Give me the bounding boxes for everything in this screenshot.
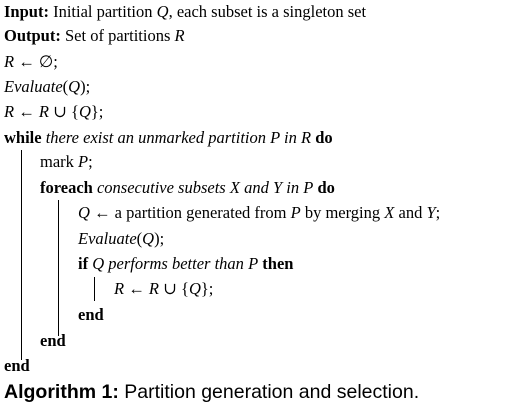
input-line <box>4 2 366 22</box>
output-line <box>4 26 185 46</box>
foreach-and: and <box>239 178 273 197</box>
assign-line <box>78 203 440 223</box>
union-line-1 <box>4 102 103 122</box>
input-label: Input: <box>4 2 49 21</box>
union1-close: }; <box>90 102 104 121</box>
init-line <box>4 52 58 72</box>
foreach-y: Y <box>272 178 283 197</box>
assign-end: ; <box>435 203 441 222</box>
foreach-in: in <box>282 178 304 197</box>
assign-y: Y <box>426 203 436 222</box>
foreach-p: P <box>303 178 314 197</box>
mark-var: P <box>78 152 89 171</box>
assign-and: and <box>394 203 427 222</box>
foreach-x: X <box>229 178 240 197</box>
if-body-bar <box>94 277 95 301</box>
evaluate-line-1 <box>4 77 90 97</box>
evaluate-line-2 <box>78 229 164 249</box>
assign-lhs: Q <box>78 203 90 222</box>
evaluate-fn-1: Evaluate <box>4 77 63 96</box>
evaluate-close-2: ); <box>154 229 165 248</box>
caption-label: Algorithm 1: <box>4 381 119 403</box>
while-cond: there exist an unmarked partition <box>41 128 271 147</box>
while-do: do <box>311 128 333 147</box>
union2-lhs: R <box>114 279 125 298</box>
end-foreach: end <box>40 331 66 350</box>
end-while: end <box>4 356 30 375</box>
union2-arrow: ← <box>124 279 149 298</box>
while-line <box>4 128 333 148</box>
assign-text-1: ← a partition generated from <box>89 203 291 222</box>
while-in: in <box>279 128 301 147</box>
init-arrow: ← <box>14 52 39 71</box>
union1-arrow: ← <box>14 102 39 121</box>
if-p: P <box>248 254 259 273</box>
if-q: Q <box>88 254 105 273</box>
output-text: Set of partitions <box>64 26 175 45</box>
foreach-keyword: foreach <box>40 178 93 197</box>
if-line <box>78 254 293 274</box>
output-var: R <box>174 26 185 45</box>
union2-close: }; <box>200 279 214 298</box>
input-text-2: , each subset is a singleton set <box>168 2 367 21</box>
end-if: end <box>78 305 104 324</box>
init-rhs: ∅; <box>38 52 58 71</box>
mark-line <box>40 152 93 172</box>
assign-x: X <box>384 203 395 222</box>
union1-op: ∪ { <box>48 102 79 121</box>
evaluate-close-1: ); <box>80 77 91 96</box>
union1-arg: Q <box>78 102 91 121</box>
union2-rhs: R <box>148 279 159 298</box>
evaluate-open-2: ( <box>136 229 143 248</box>
if-then: then <box>258 254 294 273</box>
foreach-line <box>40 178 335 198</box>
evaluate-open-1: ( <box>62 77 69 96</box>
assign-p: P <box>290 203 301 222</box>
mark-text: mark <box>40 152 79 171</box>
union1-lhs: R <box>4 102 15 121</box>
while-body-bar <box>21 150 22 360</box>
input-text-1: Initial partition <box>53 2 157 21</box>
output-label: Output: <box>4 26 61 45</box>
if-text: performs better than <box>104 254 249 273</box>
algorithm-caption <box>4 380 419 404</box>
if-keyword: if <box>78 254 89 273</box>
foreach-do: do <box>313 178 335 197</box>
while-set: R <box>301 128 312 147</box>
mark-end: ; <box>88 152 93 171</box>
foreach-body-bar <box>58 200 59 336</box>
union1-rhs: R <box>38 102 49 121</box>
evaluate-arg-1: Q <box>68 77 81 96</box>
union2-arg: Q <box>188 279 201 298</box>
union-line-2 <box>114 279 213 299</box>
assign-text-2: by merging <box>300 203 385 222</box>
caption-text: Partition generation and selection. <box>118 381 420 403</box>
evaluate-fn-2: Evaluate <box>78 229 137 248</box>
foreach-text: consecutive subsets <box>92 178 230 197</box>
evaluate-arg-2: Q <box>142 229 155 248</box>
while-keyword: while <box>4 128 42 147</box>
input-var: Q <box>156 2 169 21</box>
init-lhs: R <box>4 52 15 71</box>
while-var: P <box>270 128 280 147</box>
union2-op: ∪ { <box>158 279 189 298</box>
